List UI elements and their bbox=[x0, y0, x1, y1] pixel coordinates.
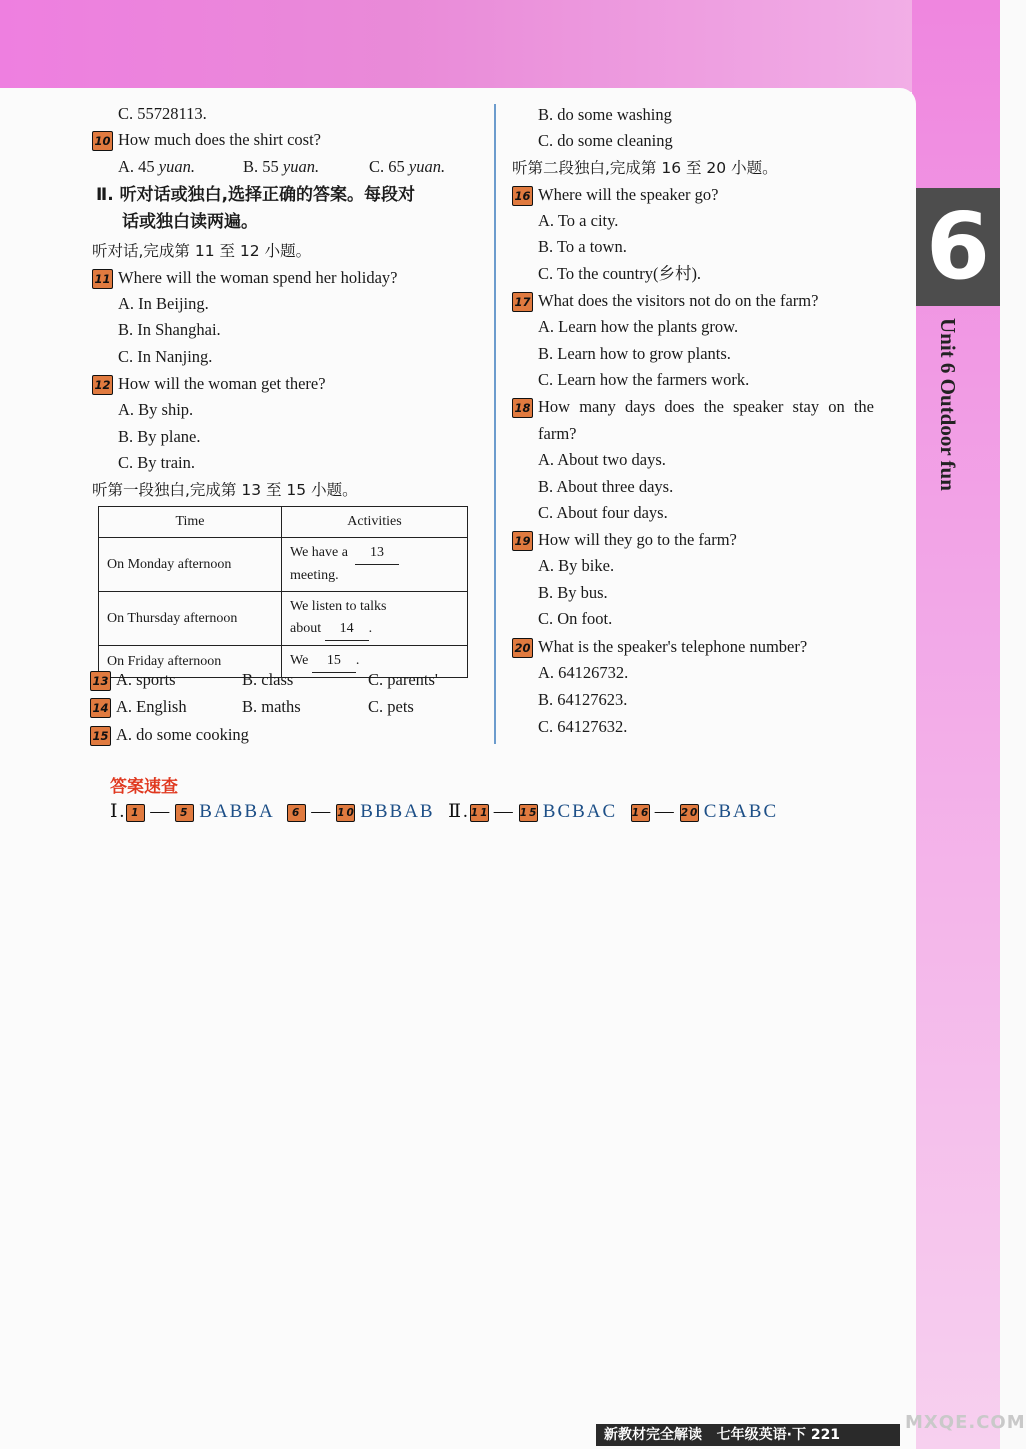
q17-option-b: B. Learn how to grow plants. bbox=[538, 344, 731, 363]
question-16: 16 Where will the speaker go? bbox=[512, 185, 719, 206]
pink-header-band bbox=[0, 0, 1000, 92]
monologue-2-instruction: 听第二段独白,完成第 16 至 20 小题。 bbox=[512, 159, 778, 177]
blank-15: 15 bbox=[312, 650, 356, 673]
answer-badge: 15 bbox=[519, 804, 538, 822]
answer-badge: 11 bbox=[470, 804, 489, 822]
question-text: How much does the shirt cost? bbox=[118, 130, 322, 149]
q20-option-c: C. 64127632. bbox=[538, 717, 628, 736]
question-18: 18 How many days does the speaker stay on the bbox=[512, 397, 874, 418]
question-13: 13 A. sports bbox=[90, 670, 176, 691]
section-2-heading: Ⅱ. 听对话或独白,选择正确的答案。每段对 bbox=[96, 185, 416, 205]
q20-option-b: B. 64127623. bbox=[538, 690, 628, 709]
blank-13: 13 bbox=[355, 542, 399, 565]
q11-option-c: C. In Nanjing. bbox=[118, 347, 213, 366]
answer-badge: 16 bbox=[631, 804, 650, 822]
question-number-badge: 12 bbox=[92, 375, 113, 395]
q16-option-c: C. To the country(乡村). bbox=[538, 264, 702, 283]
q14-option-c: C. pets bbox=[368, 697, 414, 716]
unit-title-vertical: Unit 6 Outdoor fun bbox=[936, 318, 960, 491]
q12-option-a: A. By ship. bbox=[118, 400, 194, 419]
answer-key-title: 答案速查 bbox=[110, 777, 178, 797]
q19-option-c: C. On foot. bbox=[538, 609, 613, 628]
row-monday-activity: We have a 13 meeting. bbox=[282, 538, 468, 592]
question-17: 17 What does the visitors not do on the farm? bbox=[512, 291, 818, 312]
q18-option-b: B. About three days. bbox=[538, 477, 674, 496]
q17-option-c: C. Learn how the farmers work. bbox=[538, 370, 750, 389]
row-thursday-time: On Thursday afternoon bbox=[99, 592, 282, 646]
question-number-badge: 14 bbox=[90, 698, 111, 718]
q18-option-c: C. About four days. bbox=[538, 503, 668, 522]
question-number-badge: 11 bbox=[92, 269, 113, 289]
q14-option-b: B. maths bbox=[242, 697, 301, 716]
answers-1-5: BABBA bbox=[199, 801, 274, 822]
q19-option-b: B. By bus. bbox=[538, 583, 608, 602]
q18-option-a: A. About two days. bbox=[538, 450, 666, 469]
answers-6-10: BBBAB bbox=[360, 801, 435, 822]
question-20: 20 What is the speaker's telephone number? bbox=[512, 637, 807, 658]
header-time: Time bbox=[99, 507, 282, 538]
q17-option-a: A. Learn how the plants grow. bbox=[538, 317, 739, 336]
answer-badge: 6 bbox=[287, 804, 306, 822]
q19-option-a: A. By bike. bbox=[538, 556, 615, 575]
q11-option-a: A. In Beijing. bbox=[118, 294, 209, 313]
question-number-badge: 10 bbox=[92, 131, 113, 151]
grade-subject: 七年级英语 bbox=[716, 1427, 787, 1443]
activities-table bbox=[98, 506, 468, 678]
question-14: 14 A. English bbox=[90, 697, 187, 718]
book-title: 新教材完全解读 bbox=[604, 1427, 702, 1443]
answers-16-20: CBABC bbox=[703, 801, 779, 822]
watermark: MXQE.COM bbox=[905, 1412, 1026, 1433]
q15-option-c: C. do some cleaning bbox=[538, 131, 673, 150]
q11-option-b: B. In Shanghai. bbox=[118, 320, 221, 339]
q20-option-a: A. 64126732. bbox=[538, 663, 629, 682]
q12-option-c: C. By train. bbox=[118, 453, 195, 472]
section-2-heading-cont: 话或独白读两遍。 bbox=[122, 212, 258, 232]
question-number-badge: 19 bbox=[512, 531, 533, 551]
q10-option-c: C. 65 yuan. bbox=[369, 157, 446, 176]
answer-key-row: Ⅰ. 1 — 5 BABBA 6 — 10 BBBAB Ⅱ.11 — 15 BCBAC 16 — 20 CBABC bbox=[110, 801, 779, 822]
header-activities: Activities bbox=[282, 507, 468, 538]
q13-option-b: B. class bbox=[242, 670, 294, 689]
row-friday-activity: We 15 . bbox=[282, 646, 468, 678]
answer-badge: 5 bbox=[175, 804, 194, 822]
q15-option-b: B. do some washing bbox=[538, 105, 672, 124]
question-number-badge: 20 bbox=[512, 638, 533, 658]
question-18-cont: farm? bbox=[538, 424, 577, 443]
dialogue-instruction: 听对话,完成第 11 至 12 小题。 bbox=[92, 242, 312, 260]
blank-14: 14 bbox=[325, 618, 369, 641]
q12-option-b: B. By plane. bbox=[118, 427, 201, 446]
question-number-badge: 17 bbox=[512, 292, 533, 312]
q10-option-b: B. 55 yuan. bbox=[243, 157, 320, 176]
column-divider bbox=[494, 104, 496, 744]
question-number-badge: 18 bbox=[512, 398, 533, 418]
monologue-1-instruction: 听第一段独白,完成第 13 至 15 小题。 bbox=[92, 481, 358, 499]
question-19: 19 How will they go to the farm? bbox=[512, 530, 737, 551]
question-number-badge: 16 bbox=[512, 186, 533, 206]
page-footer: 新教材完全解读 七年级英语·下 221 bbox=[596, 1424, 900, 1446]
q16-option-b: B. To a town. bbox=[538, 237, 627, 256]
answer-badge: 20 bbox=[680, 804, 699, 822]
question-15: 15 A. do some cooking bbox=[90, 725, 249, 746]
q16-option-a: A. To a city. bbox=[538, 211, 619, 230]
unit-number-tab: 6 bbox=[916, 188, 1000, 306]
answers-11-15: BCBAC bbox=[542, 801, 618, 822]
question-10 bbox=[92, 130, 321, 151]
question-number-badge: 13 bbox=[90, 671, 111, 691]
question-number-badge: 15 bbox=[90, 726, 111, 746]
q9-option-c: C. 55728113. bbox=[118, 104, 207, 123]
page-number: 221 bbox=[810, 1427, 841, 1443]
row-friday-time: On Friday afternoon bbox=[99, 646, 282, 678]
question-11: 11 Where will the woman spend her holiday? bbox=[92, 268, 398, 289]
answer-badge: 10 bbox=[336, 804, 355, 822]
row-monday-time: On Monday afternoon bbox=[99, 538, 282, 592]
q10-option-a: A. 45 yuan. bbox=[118, 157, 195, 176]
row-thursday-activity: We listen to talks about 14 . bbox=[282, 592, 468, 646]
q13-option-c: C. parents' bbox=[368, 670, 438, 689]
question-12: 12 How will the woman get there? bbox=[92, 374, 326, 395]
answer-badge: 1 bbox=[126, 804, 145, 822]
